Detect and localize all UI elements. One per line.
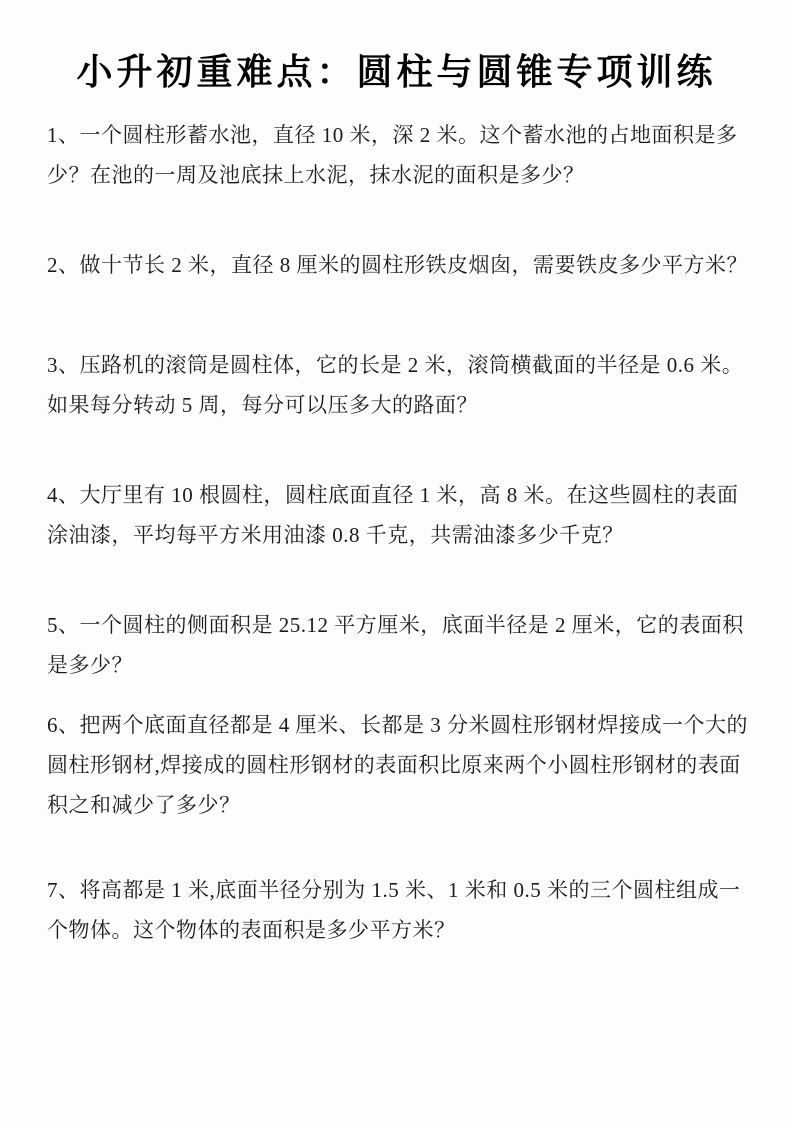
question-7-line-2: 个物体。这个物体的表面积是多少平方米？ [47,918,456,942]
question-3-line-1: 3、压路机的滚筒是圆柱体，它的长是 2 米，滚筒横截面的半径是 0.6 米。 [47,353,744,377]
question-2-line-1: 2、做十节长 2 米，直径 8 厘米的圆柱形铁皮烟囱，需要铁皮多少平方米？ [47,253,748,277]
question-4-line-1: 4、大厅里有 10 根圆柱，圆柱底面直径 1 米，高 8 米。在这些圆柱的表面 [47,483,739,507]
question-6-line-1: 6、把两个底面直径都是 4 厘米、长都是 3 分米圆柱形钢材焊接成一个大的 [47,713,748,737]
question-5-line-2: 是多少？ [47,653,133,677]
question-3-line-2: 如果每分转动 5 周，每分可以压多大的路面？ [47,393,478,417]
question-2 [47,245,753,285]
question-1-line-1: 1、一个圆柱形蓄水池，直径 10 米，深 2 米。这个蓄水池的占地面积是多 [47,123,738,147]
question-6 [47,705,753,825]
question-1-line-2: 少？在池的一周及池底抹上水泥，抹水泥的面积是多少？ [47,163,585,187]
question-6-line-2: 圆柱形钢材,焊接成的圆柱形钢材的表面积比原来两个小圆柱形钢材的表面 [47,753,741,777]
question-3 [47,345,753,425]
question-7 [47,870,753,950]
question-4 [47,475,753,555]
question-4-line-2: 涂油漆，平均每平方米用油漆 0.8 千克，共需油漆多少千克？ [47,523,624,547]
questions-list [0,115,793,950]
question-5 [47,605,753,685]
question-5-line-1: 5、一个圆柱的侧面积是 25.12 平方厘米，底面半径是 2 厘米，它的表面积 [47,613,744,637]
page-title: 小升初重难点：圆柱与圆锥专项训练 [76,52,717,93]
question-7-line-1: 7、将高都是 1 米,底面半径分别为 1.5 米、1 米和 0.5 米的三个圆柱组成一 [47,878,741,902]
question-1 [47,115,753,195]
question-6-line-3: 积之和减少了多少？ [47,793,241,817]
